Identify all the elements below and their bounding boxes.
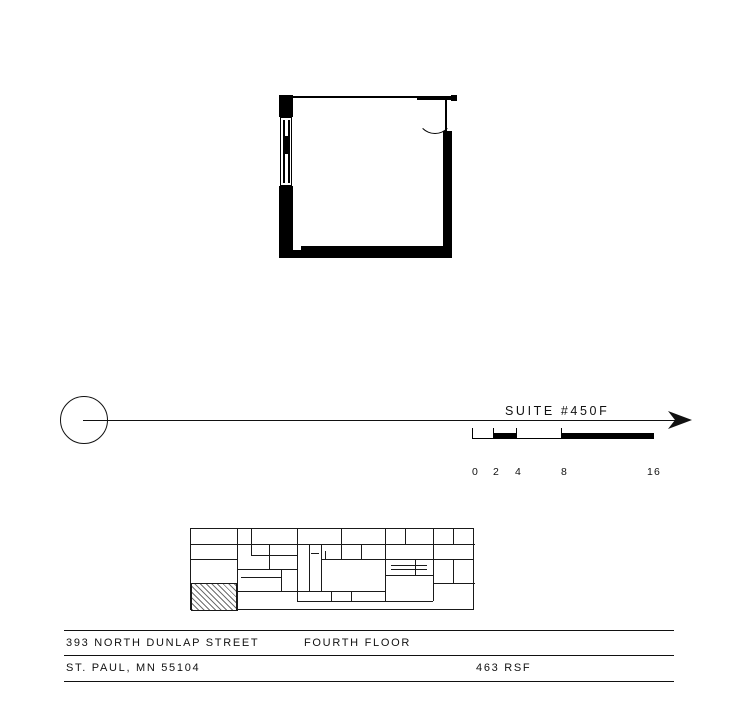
kp-v-15 [415,559,416,575]
wall-left-upper [279,95,293,117]
kp-h-6 [297,601,433,602]
kp-v-10 [405,529,406,544]
kp-room-detail-5 [241,577,281,578]
kp-v-6 [321,544,322,591]
kp-v-8 [361,544,362,559]
window-center-block [285,136,289,154]
kp-v-11 [433,529,434,601]
kp-v-5 [309,544,310,591]
scale-segment-0-2 [472,428,494,439]
kp-h-7 [385,575,433,576]
kp-v-2 [251,529,252,555]
title-rule-mid [64,655,674,656]
kp-v-4 [297,529,298,601]
wall-right [443,131,452,258]
kp-room-detail-6 [331,591,332,601]
scale-segment-8-16 [562,433,654,439]
kp-room-detail-3 [391,565,427,566]
scale-tick-8: 8 [561,466,569,478]
kp-h-9 [433,583,475,584]
key-plan-suite-highlight [191,583,237,611]
door-swing-arc [417,98,453,134]
title-rule-top [64,630,674,631]
suite-label: SUITE #450F [505,404,610,418]
scale-tick-0: 0 [472,466,480,478]
kp-room-detail-1 [311,553,319,554]
wall-bottom [279,246,451,258]
kp-h-5 [237,591,385,592]
scale-tick-2: 2 [493,466,501,478]
kp-v-1 [237,529,238,611]
kp-h-11 [251,555,297,556]
area-rsf: 463 RSF [476,662,532,674]
kp-v-9 [385,529,386,601]
address-line-1: 393 NORTH DUNLAP STREET [66,637,260,649]
graphic-scale-bar [472,428,654,446]
kp-v-7 [341,529,342,559]
wall-top-right-cap [451,95,457,101]
scale-tick-labels [472,466,672,480]
title-rule-bottom [64,681,674,682]
wall-bottom-notch [293,246,301,250]
kp-h-8 [385,559,473,560]
kp-v-13 [453,559,454,583]
scale-segment-4-8 [516,428,562,439]
wall-stub-interior [289,240,293,248]
address-line-2: ST. PAUL, MN 55104 [66,662,201,674]
key-plan [190,528,474,610]
suite-floor-plan [271,86,466,266]
title-block [64,630,674,682]
kp-h-4 [237,569,297,570]
scale-segment-2-4 [494,433,516,439]
kp-v-14 [281,569,282,591]
kp-v-3 [269,544,270,569]
north-arrow-head-icon [668,410,692,430]
kp-v-12 [453,529,454,544]
window-mullion-right [288,120,290,183]
floor-label: FOURTH FLOOR [304,637,411,649]
scale-tick-4: 4 [515,466,523,478]
kp-h-10 [321,559,385,560]
scale-tick-16: 16 [647,466,662,478]
kp-room-detail-7 [351,591,352,601]
north-arrow-shaft [83,420,679,422]
kp-room-detail-4 [391,569,427,570]
kp-h-2 [191,559,237,560]
kp-room-detail-2 [325,551,326,559]
